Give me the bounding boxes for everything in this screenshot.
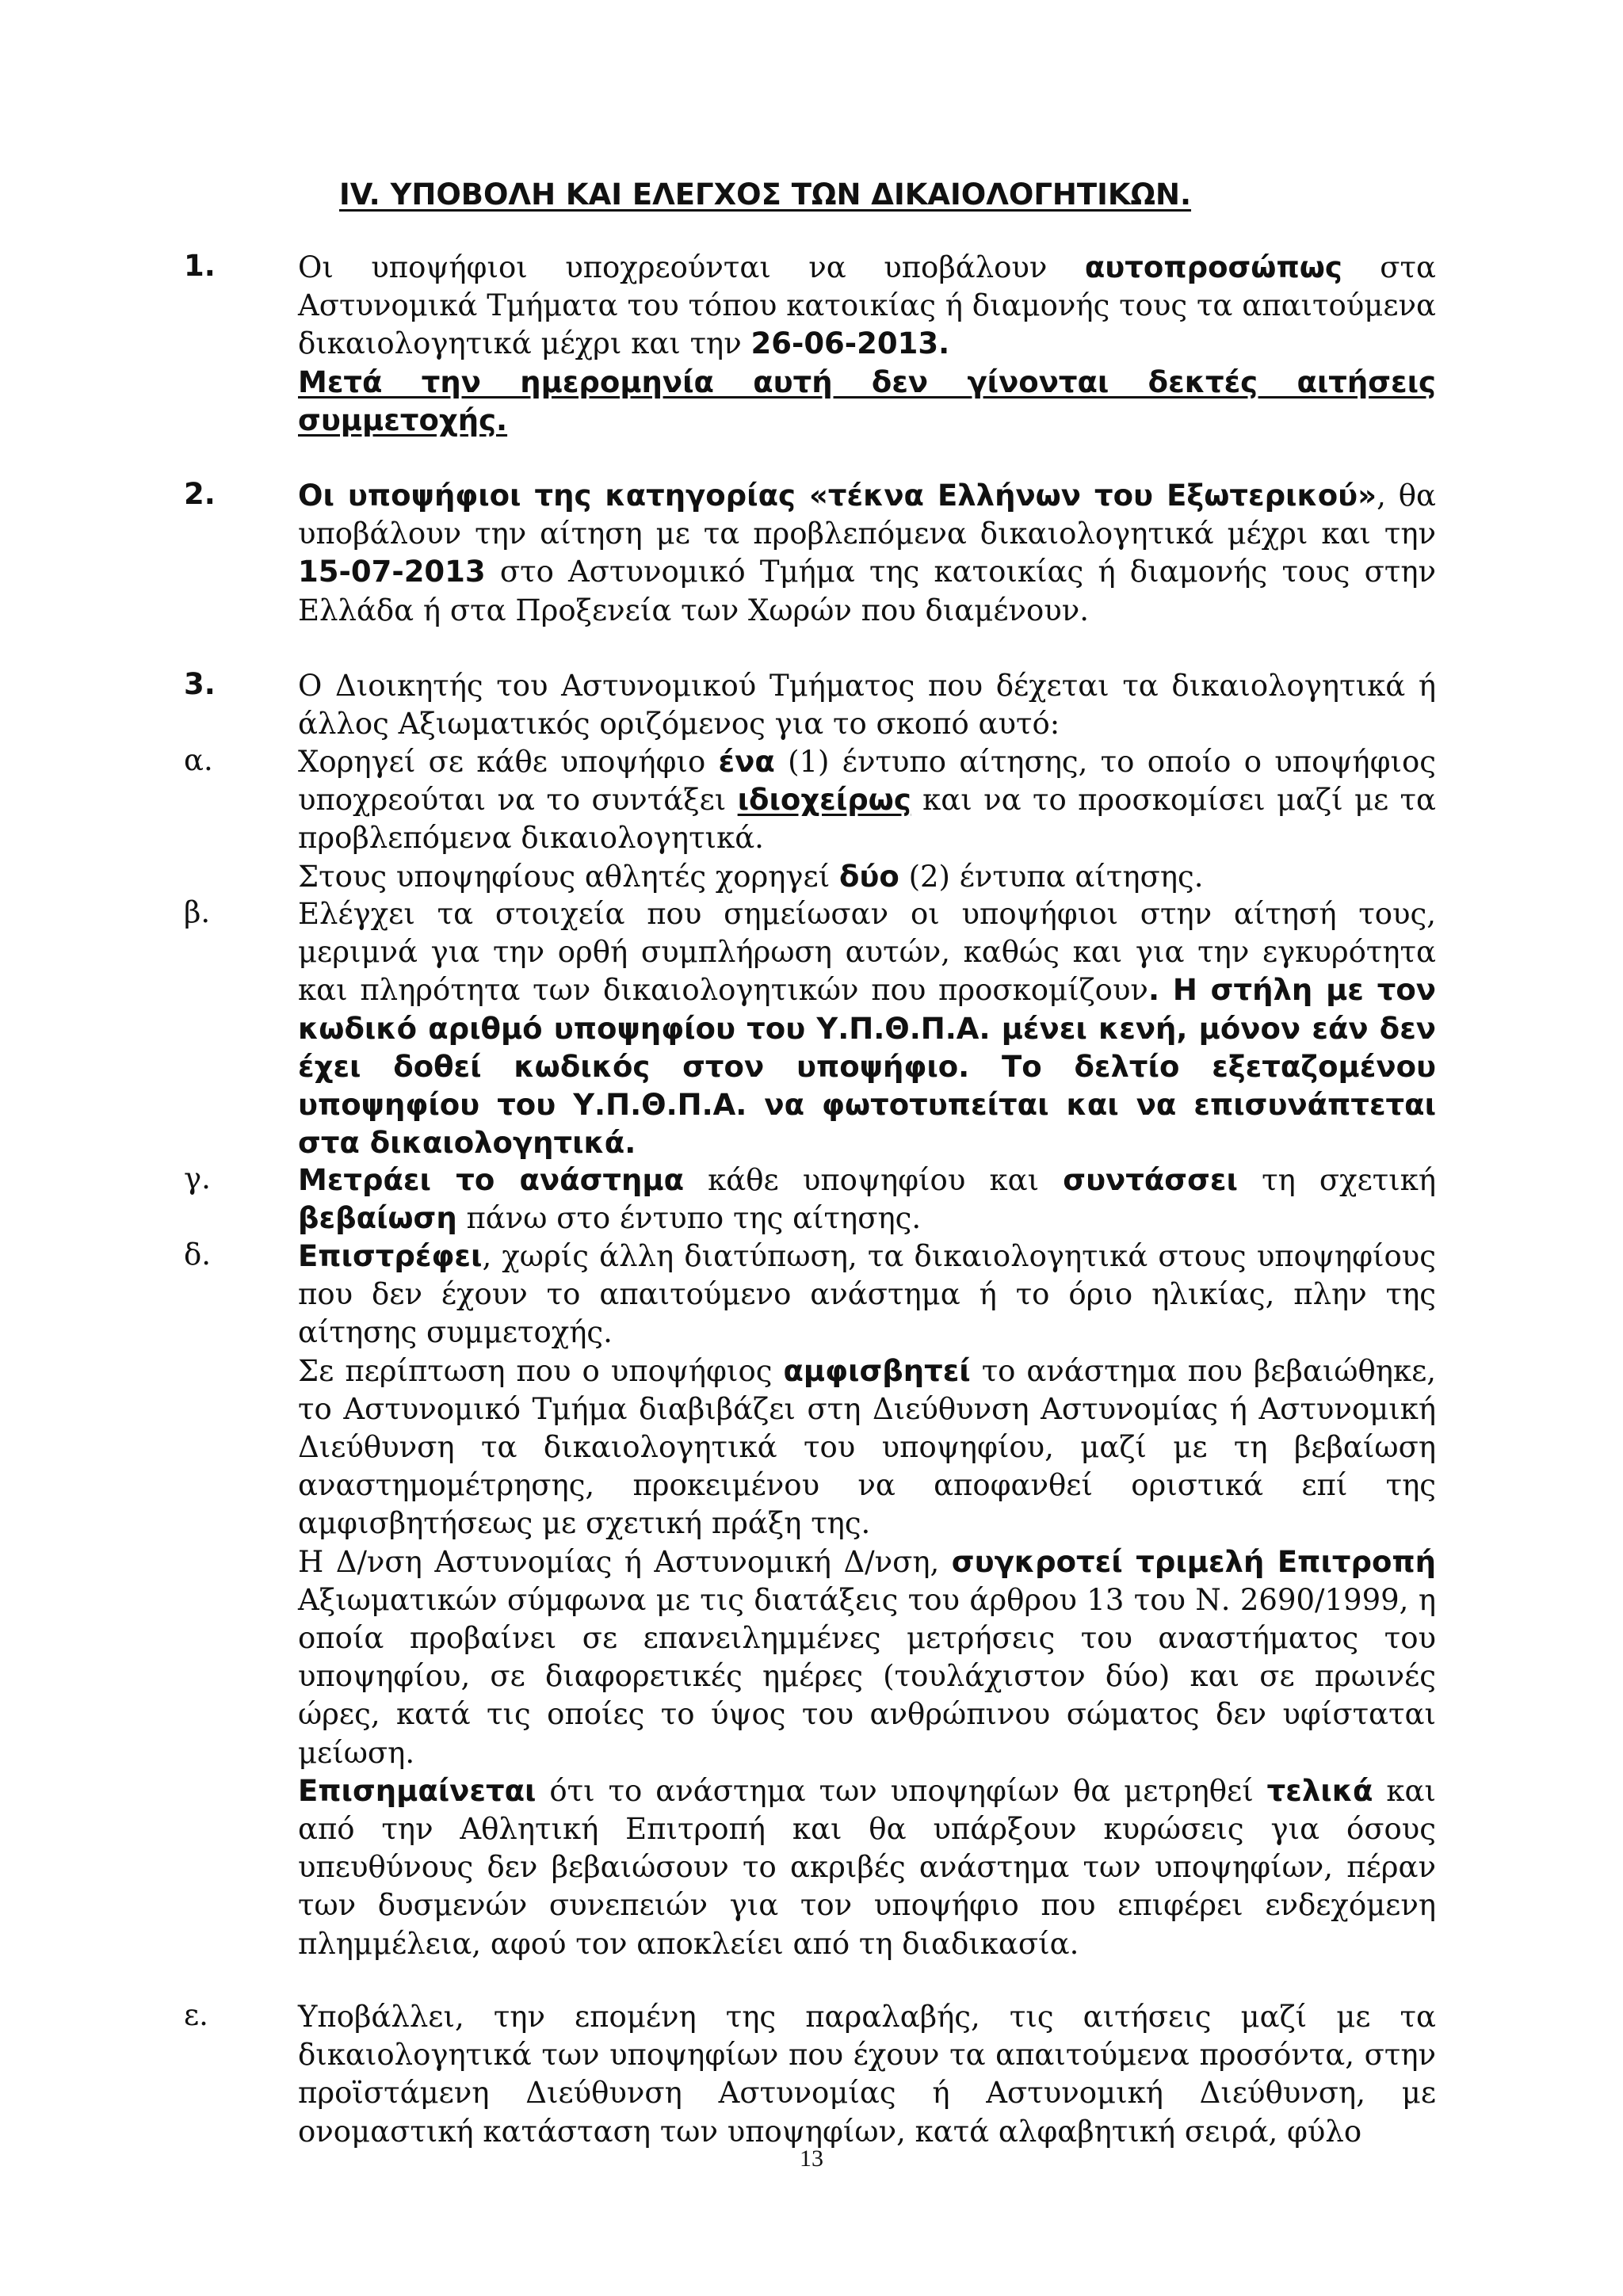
item-epsilon: ε. Υποβάλλει, την επομένη της παραλαβής, τις αιτήσεις μαζί με τα δικαιολογητικά των υποψηφίων που έχουν τα απαιτούμενα προσόντα, στην προϊστάμενη Διεύθυνση Αστυνομίας ή Αστυνομική Διεύθυνση, με ονομαστική κατάσταση των υποψηφίων, κατά αλφαβητική σειρά, φύλο: [184, 1998, 1436, 2149]
section-heading: IV. ΥΠΟΒΟΛΗ ΚΑΙ ΕΛΕΓΧΟΣ ΤΩΝ ΔΙΚΑΙΟΛΟΓΗΤΙΚΩΝ.: [339, 177, 1192, 212]
paragraph-2: 2. Οι υποψήφιοι της κατηγορίας «τέκνα Ελλήνων του Εξωτερικού», θα υποβάλουν την αίτηση με τα προβλεπόμενα δικαιολογητικά μέχρι και την 15-07-2013 στο Αστυνομικό Τμήμα της κατοικίας ή διαμονής τους στην Ελλάδα ή στα Προξενεία των Χωρών που διαμένουν.: [184, 477, 1436, 627]
item-alpha: α. Χορηγεί σε κάθε υποψήφιο ένα (1) έντυπο αίτησης, το οποίο ο υποψήφιος υποχρεούται να το συντάξει ιδιοχείρως και να το προσκομίσει μαζί με τα προβλεπόμενα δικαιολογητικά. Στους υποψηφίους αθλητές χορηγεί δύο (2) έντυπα αίτησης.: [184, 743, 1436, 894]
item-delta: δ. Επιστρέφει, χωρίς άλλη διατύπωση, τα δικαιολογητικά στους υποψηφίους που δεν έχουν το απαιτούμενο ανάστημα ή το όριο ηλικίας, πλην της αίτησης συμμετοχής. Σε περίπτωση που ο υποψήφιος αμφισβητεί το ανάστημα που βεβαιώθηκε, το Αστυνομικό Τμήμα διαβιβάζει στη Διεύθυνση Αστυνομίας ή Αστυνομική Διεύθυνση τα δικαιολογητικά του υποψηφίου, μαζί με τη βεβαίωση αναστημομέτρησης, προκειμένου να αποφανθεί οριστικά επί της αμφισβητήσεως με σχετική πράξη της. Η Δ/νση Αστυνομίας ή Αστυνομική Δ/νση, συγκροτεί τριμελή Επιτροπή Αξιωματικών σύμφωνα με τις διατάξεις του άρθρου 13 του Ν. 2690/1999, η οποία προβαίνει σε επανειλημμένες μετρήσεις του αναστήματος του υποψηφίου, σε διαφορετικές ημέρες (τουλάχιστον δύο) και σε πρωινές ώρες, κατά τις οποίες το ύψος του ανθρώπινου σώματος δεν υφίσταται μείωση. Επισημαίνεται ότι το ανάστημα των υποψηφίων θα μετρηθεί τελικά και από την Αθλητική Επιτροπή και θα υπάρξουν κυρώσεις για όσους υπευθύνους δεν βεβαιώσουν το ακριβές ανάστημα των υποψηφίων, πέραν των δυσμενών συνεπειών για τον υποψήφιο που επιφέρει ενδεχόμενη πλημμέλεια, αφού τον αποκλείει από τη διαδικασία.: [184, 1238, 1436, 1961]
paragraph-number: 2.: [184, 477, 216, 511]
item-letter: δ.: [184, 1238, 212, 1272]
deadline-notice: Μετά την ημερομηνία αυτή δεν γίνονται δεκτές αιτήσεις συμμετοχής.: [298, 364, 1436, 437]
item-beta: β. Ελέγχει τα στοιχεία που σημείωσαν οι υποψήφιοι στην αίτησή τους, μεριμνά για την ορθή συμπλήρωση αυτών, καθώς και για την εγκυρότητα και πληρότητα των δικαιολογητικών που προσκομίζουν. Η στήλη με τον κωδικό αριθμό υποψηφίου του Υ.Π.Θ.Π.Α. μένει κενή, μόνον εάν δεν έχει δοθεί κωδικός στον υποψήφιο. Το δελτίο εξεταζομένου υποψηφίου του Υ.Π.Θ.Π.Α. να φωτοτυπείται και να επισυνάπτεται στα δικαιολογητικά.: [184, 895, 1436, 1161]
page-number: 13: [800, 2145, 823, 2172]
item-letter: α.: [184, 743, 213, 777]
item-letter: γ.: [184, 1161, 211, 1196]
item-gamma: γ. Μετράει το ανάστημα κάθε υποψηφίου και συντάσσει τη σχετική βεβαίωση πάνω στο έντυπο της αίτησης.: [184, 1161, 1437, 1236]
paragraph-1: 1. Οι υποψήφιοι υποχρεούνται να υποβάλουν αυτοπροσώπως στα Αστυνομικά Τμήματα του τόπου κατοικίας ή διαμονής τους τα απαιτούμενα δικαιολογητικά μέχρι και την 26-06-2013. Μετά την ημερομηνία αυτή δεν γίνονται δεκτές αιτήσεις συμμετοχής.: [184, 249, 1436, 437]
item-letter: ε.: [184, 1998, 208, 2032]
item-letter: β.: [184, 895, 211, 929]
paragraph-number: 1.: [184, 249, 216, 283]
paragraph-number: 3.: [184, 667, 216, 701]
paragraph-3: 3. Ο Διοικητής του Αστυνομικού Τμήματος που δέχεται τα δικαιολογητικά ή άλλος Αξιωματικός οριζόμενος για το σκοπό αυτό:: [184, 667, 1436, 742]
